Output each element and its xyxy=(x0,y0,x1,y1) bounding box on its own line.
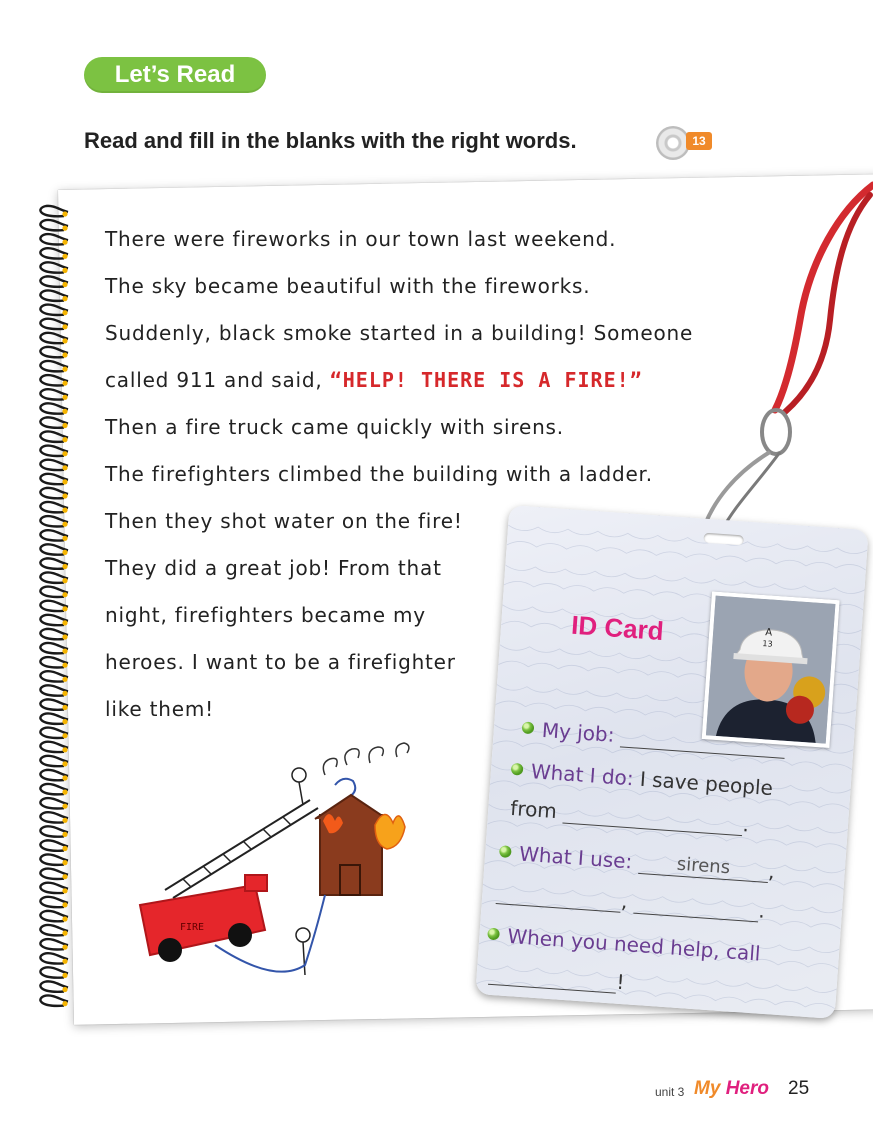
bullet-icon xyxy=(499,845,512,858)
footer-unit-title xyxy=(694,1078,769,1100)
instruction-text: Read and fill in the blanks with the right words. xyxy=(84,128,577,153)
story-line xyxy=(105,365,693,412)
track-number-badge: 13 xyxy=(686,132,712,150)
from-label: from xyxy=(509,795,558,824)
story-line: night, firefighters became my xyxy=(105,603,426,627)
job-label: My job: xyxy=(541,717,616,747)
story-line: Then a fire truck came quickly with sirens. xyxy=(105,415,564,439)
story-line: heroes. I want to be a firefighter xyxy=(105,650,456,674)
audio-cd-icon[interactable] xyxy=(656,126,690,160)
comma-mark: , xyxy=(620,888,629,914)
story-line: They did a great job! From that xyxy=(105,556,442,580)
do-text: I save people xyxy=(639,766,774,801)
use-label: What I use: xyxy=(518,841,634,874)
lets-read-label: Let’s Read xyxy=(84,57,266,93)
firefighter-portrait-icon xyxy=(706,596,835,744)
use-blank-filled[interactable]: sirens xyxy=(638,851,769,883)
helmet-number: 13 xyxy=(762,639,773,649)
helmet-letter: A xyxy=(764,627,773,639)
story-line: The sky became beautiful with the fireworks. xyxy=(105,274,591,298)
footer-unit: unit 3 xyxy=(655,1085,685,1099)
firefighter-photo xyxy=(702,591,840,748)
help-label: When you need help, call xyxy=(506,923,762,966)
footer-title-my: My xyxy=(694,1078,721,1099)
bullet-icon xyxy=(522,721,535,734)
story-line: like them! xyxy=(105,697,214,721)
svg-text:FIRE: FIRE xyxy=(180,922,205,933)
spiral-binding-icon xyxy=(34,202,74,1012)
do-label: What I do: xyxy=(530,759,635,791)
help-shout: “HELP! THERE IS A FIRE!” xyxy=(329,368,643,392)
comma-mark: , xyxy=(767,859,776,884)
footer-title-hero: Hero xyxy=(725,1078,769,1099)
story-line-text: called 911 and said, xyxy=(105,368,323,392)
exclaim-mark: ! xyxy=(615,969,626,995)
period-mark: . xyxy=(757,898,766,923)
id-card-title: ID Card xyxy=(570,609,665,647)
story-line: The firefighters climbed the building with a ladder. xyxy=(105,462,653,486)
story-line: Suddenly, black smoke started in a building! Someone xyxy=(105,321,694,345)
id-card xyxy=(475,505,868,1019)
period-mark: . xyxy=(741,812,750,837)
bullet-icon xyxy=(511,763,524,776)
page-number: 25 xyxy=(788,1078,810,1099)
story-line: There were fireworks in our town last weekend. xyxy=(105,227,617,251)
bullet-icon xyxy=(487,928,500,941)
fire-truck-drawing-icon xyxy=(125,735,425,995)
story-line: Then they shot water on the fire! xyxy=(105,509,463,533)
